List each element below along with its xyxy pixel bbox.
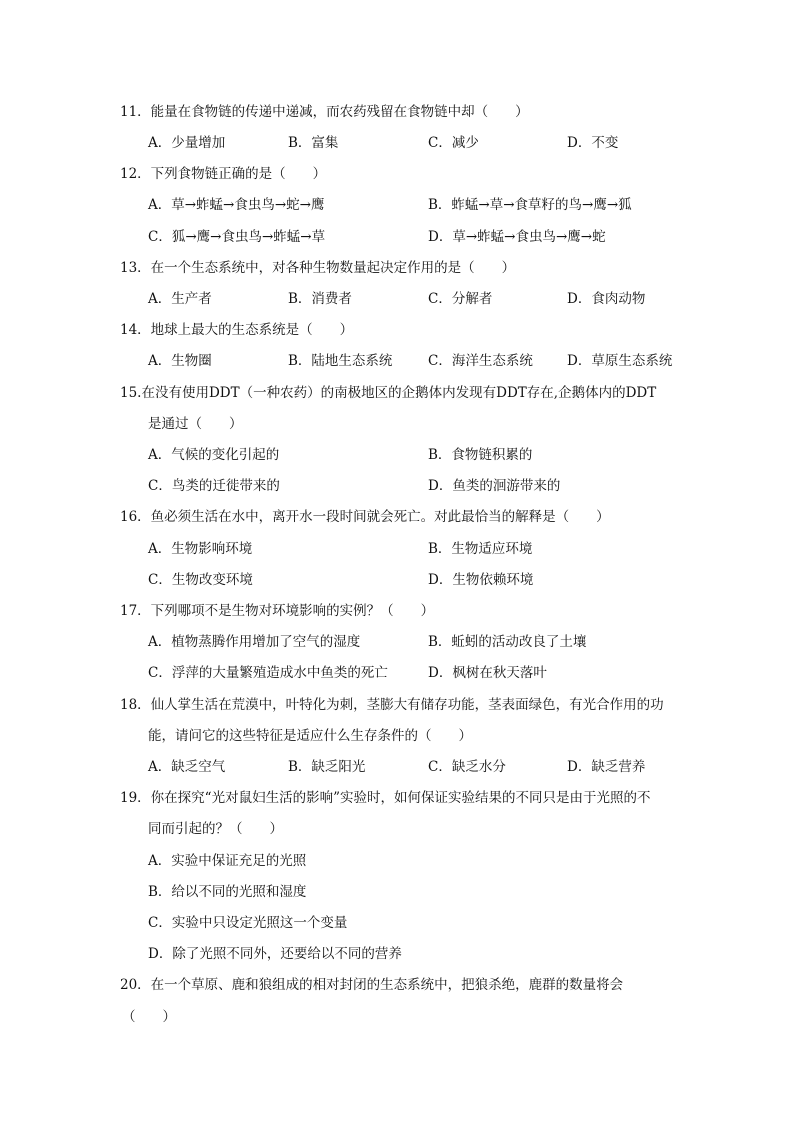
question-17-option-a: A．植物蒸腾作用增加了空气的湿度 xyxy=(148,634,361,650)
question-15-stem: 15.在没有使用DDT（一种农药）的南极地区的企鹅体内发现有DDT存在,企鹅体内的DDT xyxy=(120,385,657,401)
question-13-option-c: C．分解者 xyxy=(428,291,493,307)
question-19-stem-continued: 同而引起的？（ ） xyxy=(148,821,283,837)
question-18-option-d: D．缺乏营养 xyxy=(567,759,646,775)
question-20-stem: 20．在一个草原、鹿和狼组成的相对封闭的生态系统中，把狼杀绝，鹿群的数量将会 xyxy=(120,977,624,993)
question-11-stem: 11．能量在食物链的传递中递减，而农药残留在食物链中却（ ） xyxy=(120,104,529,120)
question-14-option-a: A．生物圈 xyxy=(148,353,212,369)
question-19-option-d: D．除了光照不同外，还要给以不同的营养 xyxy=(148,946,402,962)
question-15-option-b: B．食物链积累的 xyxy=(428,447,533,463)
question-19-option-b: B．给以不同的光照和湿度 xyxy=(148,884,307,900)
question-17-option-c: C．浮萍的大量繁殖造成水中鱼类的死亡 xyxy=(148,665,388,681)
question-18-stem-continued: 能，请问它的这些特征是适应什么生存条件的（ ） xyxy=(148,728,472,744)
question-18-option-b: B．缺乏阳光 xyxy=(288,759,366,775)
question-14-option-d: D．草原生态系统 xyxy=(567,353,673,369)
question-12-option-d: D．草→蚱蜢→食虫鸟→鹰→蛇 xyxy=(428,229,606,245)
question-12-option-c: C．狐→鹰→食虫鸟→蚱蜢→草 xyxy=(148,229,326,245)
question-16-option-b: B．生物适应环境 xyxy=(428,541,533,557)
question-14-stem: 14．地球上最大的生态系统是（ ） xyxy=(120,322,354,338)
question-12-option-a: A．草→蚱蜢→食虫鸟→蛇→鹰 xyxy=(148,197,325,213)
question-16-option-c: C．生物改变环境 xyxy=(148,572,253,588)
question-11-option-a: A．少量增加 xyxy=(148,135,226,151)
question-16-stem: 16．鱼必须生活在水中，离开水一段时间就会死亡。对此最恰当的解释是（ ） xyxy=(120,509,610,525)
question-11-option-b: B．富集 xyxy=(288,135,339,151)
question-19-option-c: C．实验中只设定光照这一个变量 xyxy=(148,915,348,931)
question-15-option-d: D．鱼类的洄游带来的 xyxy=(428,478,561,494)
question-11-option-c: C．减少 xyxy=(428,135,479,151)
question-15-option-a: A．气候的变化引起的 xyxy=(148,447,280,463)
question-18-option-c: C．缺乏水分 xyxy=(428,759,506,775)
question-16-option-d: D．生物依赖环境 xyxy=(428,572,534,588)
question-14-option-b: B．陆地生态系统 xyxy=(288,353,393,369)
question-11-option-d: D．不变 xyxy=(567,135,619,151)
question-20-stem-continued: （ ） xyxy=(122,1009,176,1025)
question-17-stem: 17．下列哪项不是生物对环境影响的实例？（ ） xyxy=(120,603,435,619)
question-13-option-d: D．食肉动物 xyxy=(567,291,646,307)
question-17-option-d: D．枫树在秋天落叶 xyxy=(428,665,547,681)
question-13-stem: 13．在一个生态系统中，对各种生物数量起决定作用的是（ ） xyxy=(120,260,516,276)
question-19-stem: 19．你在探究“光对鼠妇生活的影响”实验时，如何保证实验结果的不同只是由于光照的不 xyxy=(120,790,651,806)
question-13-option-b: B．消费者 xyxy=(288,291,352,307)
question-17-option-b: B．蚯蚓的活动改良了土壤 xyxy=(428,634,587,650)
question-14-option-c: C．海洋生态系统 xyxy=(428,353,533,369)
question-15-option-c: C．鸟类的迁徙带来的 xyxy=(148,478,280,494)
question-13-option-a: A．生产者 xyxy=(148,291,212,307)
question-18-stem: 18．仙人掌生活在荒漠中，叶特化为刺，茎膨大有储存功能，茎表面绿色，有光合作用的功 xyxy=(120,697,664,713)
question-12-stem: 12．下列食物链正确的是（ ） xyxy=(120,166,327,182)
question-15-stem-continued: 是通过（ ） xyxy=(148,416,243,432)
question-12-option-b: B．蚱蜢→草→食草籽的鸟→鹰→狐 xyxy=(428,197,632,213)
question-18-option-a: A．缺乏空气 xyxy=(148,759,226,775)
question-19-option-a: A．实验中保证充足的光照 xyxy=(148,853,307,869)
question-16-option-a: A．生物影响环境 xyxy=(148,541,253,557)
